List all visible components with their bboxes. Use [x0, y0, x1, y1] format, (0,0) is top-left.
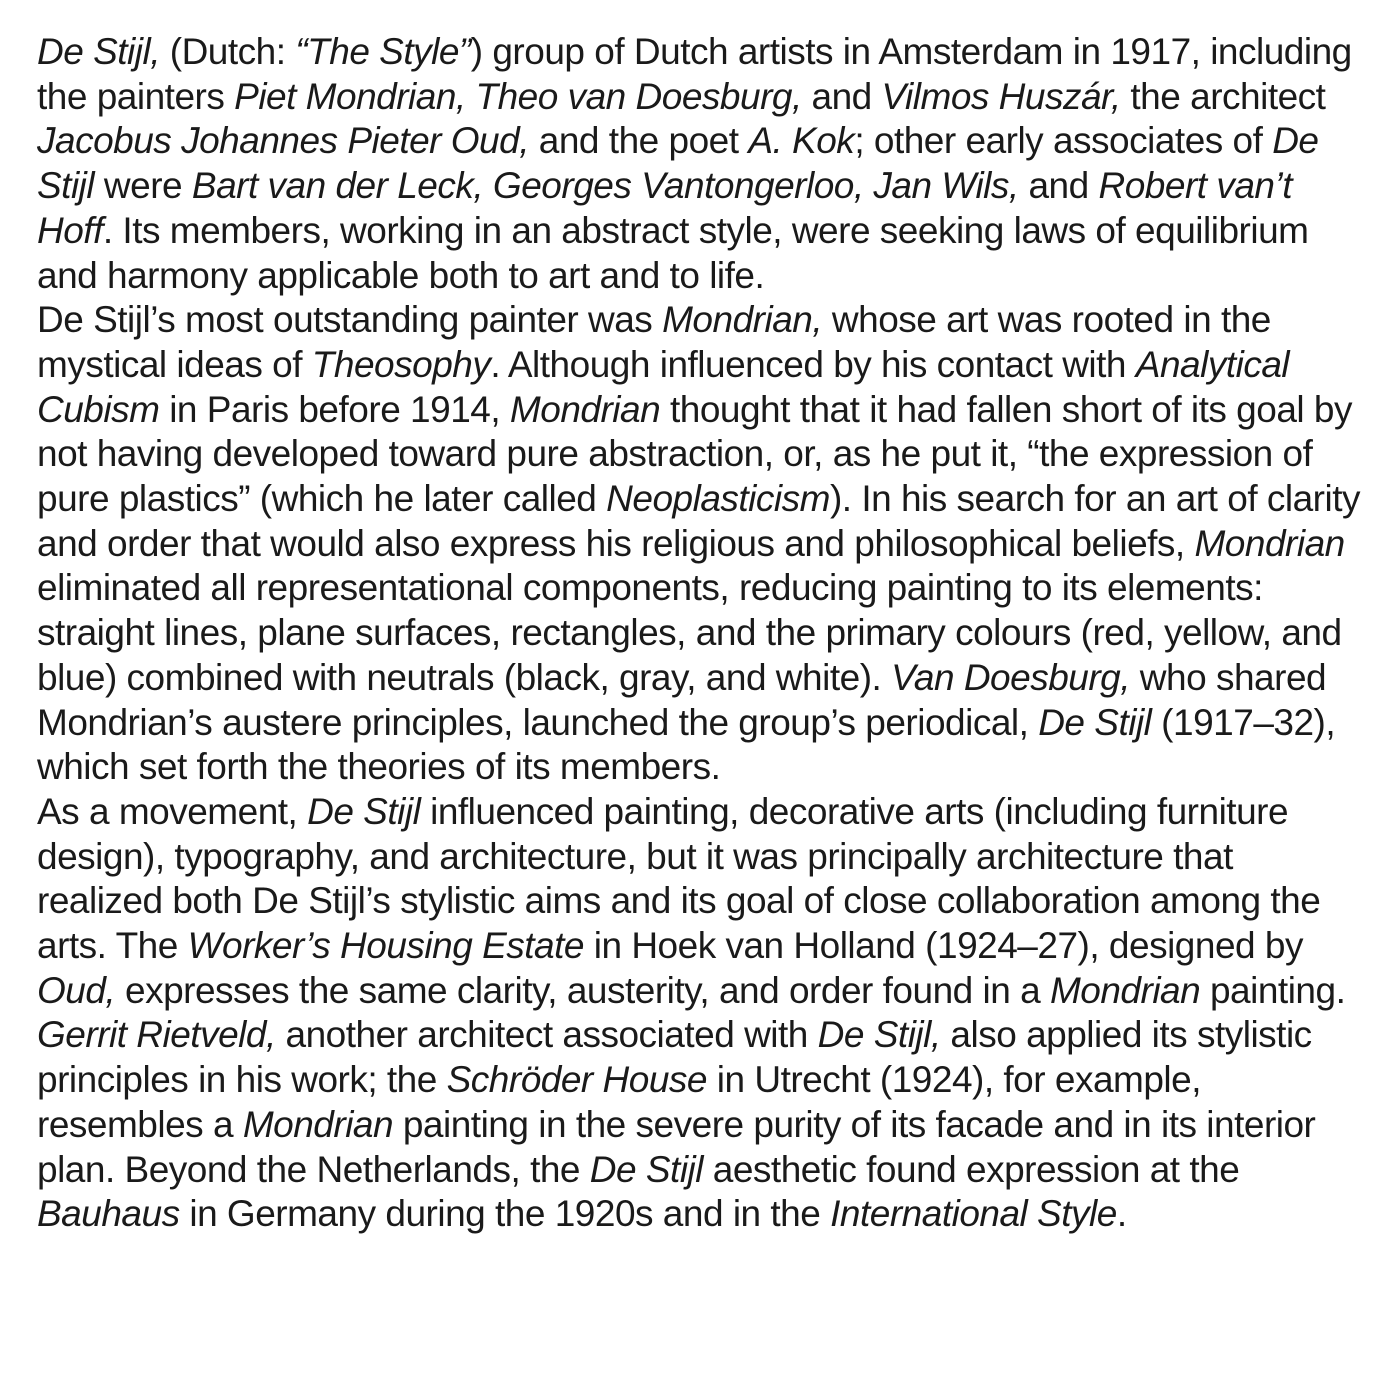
text-run: (1917–32), which set forth the theories of its members. — [37, 701, 1336, 788]
italic-term: De Stijl — [589, 1148, 703, 1190]
text-run: aesthetic found expression at the — [702, 1148, 1240, 1190]
text-run: were — [94, 165, 192, 207]
text-run: . Its members, working in an abstract style, were seeking laws of equilibrium and harmony applicable both to art and to life. — [37, 209, 1309, 296]
italic-term: Oud, — [37, 969, 116, 1011]
italic-term: Mondrian — [1049, 969, 1201, 1011]
italic-term: Mondrian — [509, 388, 661, 430]
text-run: influenced painting, decorative arts (including furniture design), typography, and architecture, but it was principally architecture that realized both De Stijl’s stylistic aims and its goal of close collaboration among the arts. The — [37, 790, 1321, 967]
italic-term: Schröder House — [446, 1059, 707, 1101]
text-run: in Paris before 1914, — [159, 388, 510, 430]
text-run: and the poet — [529, 120, 749, 162]
italic-term: De Stijl — [1038, 701, 1152, 743]
text-run: in Hoek van Holland (1924–27), designed by — [583, 925, 1303, 967]
italic-term: Theosophy — [311, 343, 491, 385]
text-run: ; other early associates of — [854, 120, 1273, 162]
italic-term: Jacobus Johannes Pieter Oud, — [37, 120, 529, 162]
italic-term: De Stijl — [307, 790, 421, 832]
italic-term: De Stijl — [37, 120, 1319, 207]
text-run: expresses the same clarity, austerity, and order found in a — [115, 969, 1050, 1011]
text-run: . Although influenced by his contact with — [490, 343, 1136, 385]
italic-term: Vilmos Huszár, — [881, 75, 1121, 117]
italic-term: Mondrian — [242, 1103, 394, 1145]
text-run: painting. — [1200, 969, 1346, 1011]
text-run: in Germany during the 1920s and in the — [179, 1193, 831, 1235]
italic-term: Piet Mondrian, Theo van Doesburg, — [234, 75, 802, 117]
italic-term: Analytical Cubism — [37, 343, 1290, 430]
text-run: who shared Mondrian’s austere principles, launched the group’s periodical, — [37, 656, 1327, 743]
text-run: ). In his search for an art of clarity and order that would also express his religious and philosophical beliefs, — [37, 478, 1360, 564]
paragraph-intro — [37, 30, 1360, 298]
text-run: ) group of Dutch artists in Amsterdam in 1917, including the painters — [37, 31, 1352, 117]
text-run: in Utrecht (1924), for example, resembles a — [37, 1059, 1201, 1145]
italic-term: Robert van’t Hoff — [37, 165, 1292, 251]
text-run: . — [1116, 1193, 1127, 1235]
italic-term: De Stijl, — [817, 1014, 941, 1056]
text-run: eliminated all representational components, reducing painting to its elements: straight lines, plane surfaces, rectangles, and the primary colours (red, yellow, and blue) combined with neutrals (black, gray, and white). — [37, 567, 1342, 698]
text-run: thought that it had fallen short of its goal by not having developed toward pure abstraction, or, as he put it, “the expression of pure plastics” (which he later called — [37, 388, 1352, 520]
italic-term: Neoplasticism — [606, 478, 830, 520]
italic-term: “The Style” — [295, 31, 471, 72]
italic-term: Gerrit Rietveld, — [37, 1014, 276, 1056]
text-run: another architect associated with — [275, 1014, 818, 1056]
italic-term: Bart van der Leck, Georges Vantongerloo, Jan Wils, — [191, 165, 1019, 207]
text-run: also applied its stylistic principles in his work; the — [37, 1014, 1312, 1101]
text-run: (Dutch: — [159, 31, 296, 72]
italic-term: Bauhaus — [37, 1193, 180, 1235]
italic-term: Worker’s Housing Estate — [187, 925, 584, 967]
text-run: and — [801, 75, 882, 117]
text-run: whose art was rooted in the mystical ideas of — [37, 299, 1271, 385]
italic-term: A. Kok — [748, 120, 855, 162]
italic-term: De Stijl, — [37, 31, 160, 72]
text-run: painting in the severe purity of its facade and in its interior plan. Beyond the Netherlands, the — [37, 1103, 1316, 1190]
italic-term: Van Doesburg, — [891, 656, 1131, 698]
italic-term: Mondrian, — [662, 299, 823, 341]
text-run: and — [1018, 165, 1099, 207]
text-run: the architect — [1120, 75, 1326, 117]
text-run: As a movement, — [37, 790, 308, 832]
italic-term: International Style — [830, 1193, 1117, 1235]
italic-term: Mondrian — [1194, 522, 1345, 564]
text-run: De Stijl’s most outstanding painter was — [37, 299, 663, 341]
paragraph-mondrian — [37, 298, 1360, 790]
paragraph-movement — [37, 790, 1360, 1237]
